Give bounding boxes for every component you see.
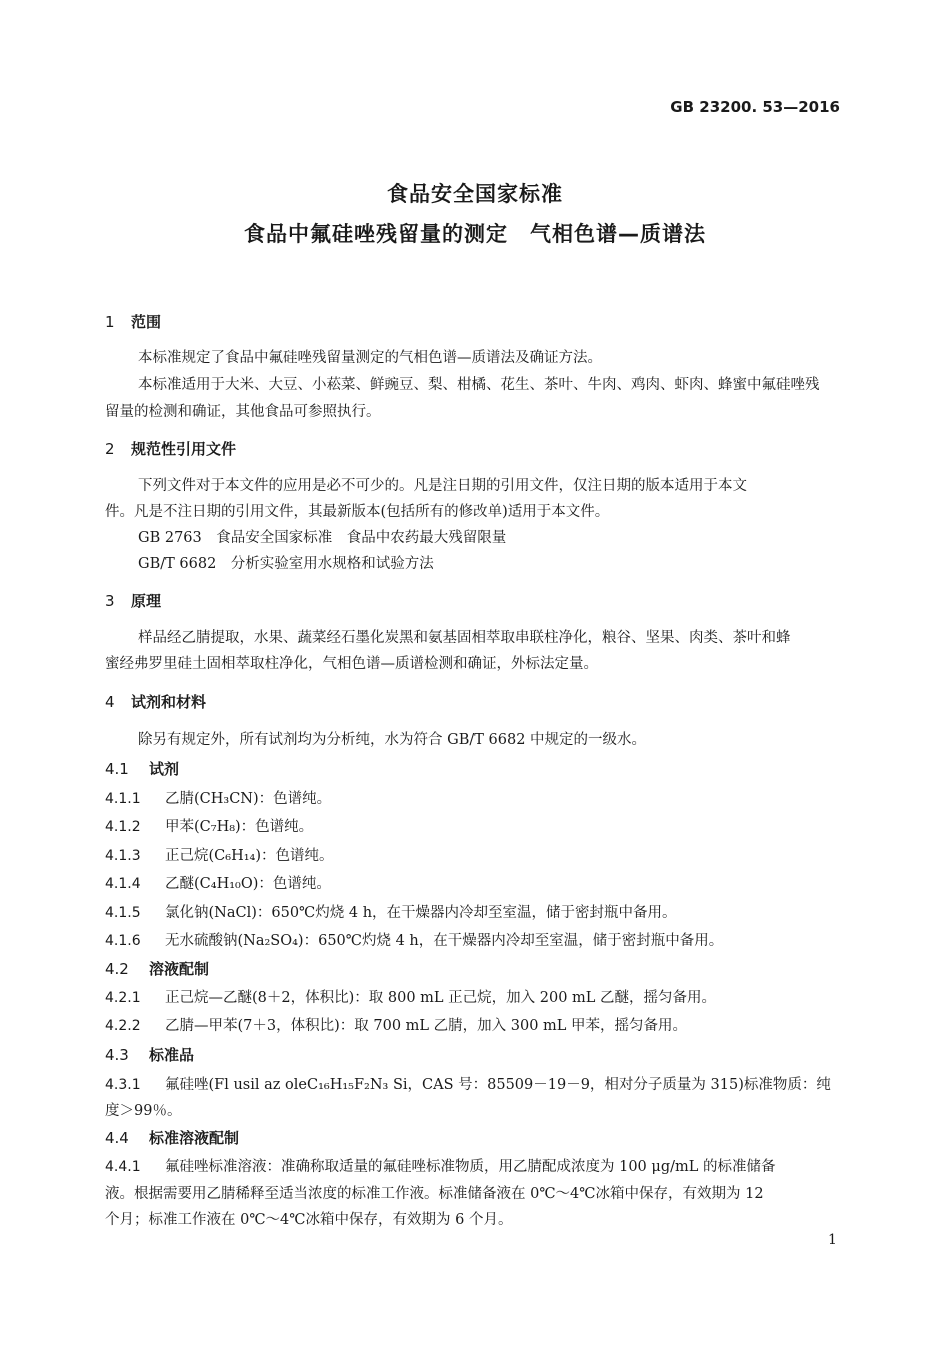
section-1-heading [105,311,161,332]
clause-number: 4.1.5 [105,905,141,921]
subsection-number: 4.1 [105,760,129,778]
subsection-title: 标准溶液配制 [149,1129,240,1147]
paragraph: 本标准规定了食品中氟硅唑残留量测定的气相色谱—质谱法及确证方法。 [138,350,602,366]
section-3-heading [105,590,161,611]
clause-text: 氟硅唑(Fl usil az oleC₁₆H₁₅F₂N₃ Si，CAS 号：85509－19－9，相对分子质量为 315)标准物质：纯 [165,1077,831,1093]
clause-number: 4.1.6 [105,933,141,949]
subsection-4-1-heading [105,758,179,779]
clause-number: 4.2.2 [105,1018,141,1034]
section-2-heading [105,438,236,459]
clause-number: 4.1.2 [105,819,141,835]
section-title: 范围 [131,313,162,331]
subsection-title: 溶液配制 [149,960,210,978]
clause-4-1-2 [105,815,313,836]
clause-4-3-1 [105,1073,831,1094]
section-title: 原理 [131,592,162,610]
document-number: GB 23200. 53—2016 [670,98,840,116]
clause-number: 4.1.4 [105,876,141,892]
clause-4-1-6 [105,929,723,950]
subsection-title: 试剂 [149,760,180,778]
document-title-line1: 食品安全国家标准 [387,182,563,206]
section-4-heading [105,691,206,712]
clause-text: 正己烷—乙醚(8＋2，体积比)：取 800 mL 正己烷，加入 200 mL 乙醚，摇匀备用。 [165,990,717,1006]
clause-continuation: 个月；标准工作液在 0℃～4℃冰箱中保存，有效期为 6 个月。 [105,1212,513,1228]
clause-4-1-5 [105,901,677,922]
page-number: 1 [828,1232,837,1248]
subsection-4-3-heading [105,1044,194,1065]
subsection-4-2-heading [105,958,209,979]
subsection-title: 标准品 [149,1046,195,1064]
clause-text: 正己烷(C₆H₁₄)：色谱纯。 [165,848,334,864]
clause-text: 乙腈—甲苯(7＋3，体积比)：取 700 mL 乙腈，加入 300 mL 甲苯，摇匀备用。 [165,1018,688,1034]
clause-4-1-3 [105,844,334,865]
paragraph-continuation: 留量的检测和确证，其他食品可参照执行。 [105,404,381,420]
subsection-4-4-heading [105,1127,239,1148]
section-title: 规范性引用文件 [131,440,237,458]
clause-text: 无水硫酸钠(Na₂SO₄)：650℃灼烧 4 h，在干燥器内冷却至室温，储于密封瓶中备用。 [165,933,724,949]
section-number: 1 [105,313,115,331]
clause-4-4-1 [105,1155,775,1176]
paragraph: 本标准适用于大米、大豆、小菘菜、鲜豌豆、梨、柑橘、花生、茶叶、牛肉、鸡肉、虾肉、蜂蜜中氟硅唑残 [138,377,820,393]
clause-4-1-4 [105,872,331,893]
clause-text: 乙腈(CH₃CN)：色谱纯。 [165,791,332,807]
section-number: 4 [105,693,115,711]
subsection-number: 4.4 [105,1129,129,1147]
subsection-number: 4.3 [105,1046,129,1064]
clause-4-2-1 [105,986,716,1007]
paragraph-continuation: 件。凡是不注日期的引用文件，其最新版本(包括所有的修改单)适用于本文件。 [105,504,610,520]
clause-number: 4.1.1 [105,791,141,807]
clause-text: 氟硅唑标准溶液：准确称取适量的氟硅唑标准物质，用乙腈配成浓度为 100 μg/mL 的标准储备 [165,1159,776,1175]
section-number: 3 [105,592,115,610]
paragraph: 下列文件对于本文件的应用是必不可少的。凡是注日期的引用文件，仅注日期的版本适用于本文 [138,478,747,494]
section-number: 2 [105,440,115,458]
clause-continuation: 度＞99％。 [105,1103,182,1119]
clause-text: 氯化钠(NaCl)：650℃灼烧 4 h，在干燥器内冷却至室温，储于密封瓶中备用。 [165,905,677,921]
clause-4-1-1 [105,787,331,808]
document-title-line2: 食品中氟硅唑残留量的测定 气相色谱—质谱法 [244,222,706,246]
clause-text: 乙醚(C₄H₁₀O)：色谱纯。 [165,876,331,892]
subsection-number: 4.2 [105,960,129,978]
paragraph-continuation: 蜜经弗罗里硅土固相萃取柱净化，气相色谱—质谱检测和确证，外标法定量。 [105,656,598,672]
clause-number: 4.2.1 [105,990,141,1006]
clause-text: 甲苯(C₇H₈)：色谱纯。 [165,819,314,835]
paragraph: 除另有规定外，所有试剂均为分析纯，水为符合 GB/T 6682 中规定的一级水。 [138,732,647,748]
section-title: 试剂和材料 [131,693,207,711]
reference-item: GB/T 6682 分析实验室用水规格和试验方法 [138,556,434,572]
clause-continuation: 液。根据需要用乙腈稀释至适当浓度的标准工作液。标准储备液在 0℃～4℃冰箱中保存，有效期为 12 [105,1186,764,1202]
paragraph: 样品经乙腈提取，水果、蔬菜经石墨化炭黑和氨基固相萃取串联柱净化，粮谷、坚果、肉类、茶叶和蜂 [138,630,791,646]
reference-item: GB 2763 食品安全国家标准 食品中农药最大残留限量 [138,530,507,546]
clause-number: 4.1.3 [105,848,141,864]
clause-number: 4.3.1 [105,1077,141,1093]
clause-number: 4.4.1 [105,1159,141,1175]
clause-4-2-2 [105,1014,687,1035]
